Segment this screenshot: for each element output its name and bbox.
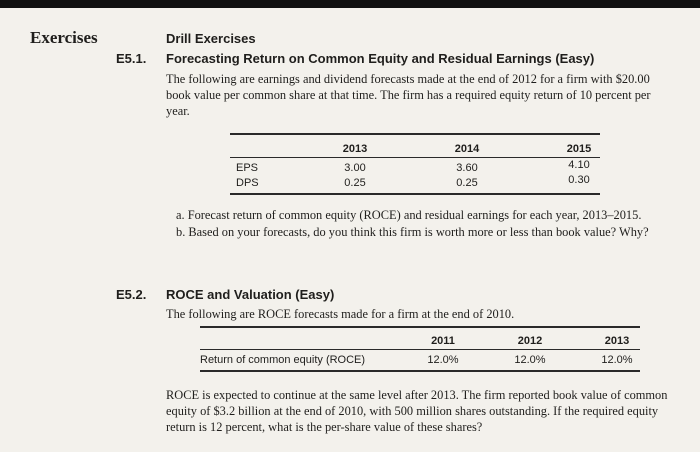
section-heading: Exercises (30, 28, 98, 47)
question-label: a. (176, 208, 185, 222)
row-label: EPS (236, 162, 259, 174)
table-header: 2013 (604, 335, 630, 347)
exercise-text: ROCE is expected to continue at the same level after 2013. The firm reported book value of common equity of $3.2 billion at the end of 2010, with 500 million shares outstanding. If the required equity return is 12 percent, what is the per-share value of these shares? (166, 388, 668, 434)
table-rule-top (230, 133, 600, 135)
exercise-title: ROCE and Valuation (Easy) (166, 287, 335, 302)
table-rule-bottom (230, 193, 600, 195)
question-text: Based on your forecasts, do you think this firm is worth more or less than book value? Why? (188, 225, 649, 239)
exercise-text: The following are ROCE forecasts made for a firm at the end of 2010. (166, 307, 515, 321)
exercise-number: E5.1. (116, 51, 147, 66)
table-cell: 3.00 (344, 162, 366, 174)
question-label: b. (176, 225, 186, 239)
table-cell: 12.0% (514, 354, 546, 366)
exercise-number: E5.2. (116, 287, 147, 302)
table-rule-bottom (200, 370, 640, 372)
exercise-title: Forecasting Return on Common Equity and Residual Earnings (Easy) (166, 51, 595, 66)
top-border (0, 0, 700, 8)
question-a (176, 208, 676, 223)
question-list (176, 208, 676, 240)
table-header: 2015 (566, 143, 592, 155)
table-cell: 12.0% (601, 354, 633, 366)
table-cell: 0.25 (344, 177, 366, 189)
table-header: 2012 (517, 335, 543, 347)
row-label: DPS (236, 177, 259, 189)
table-header: 2013 (342, 143, 368, 155)
row-label: Return of common equity (ROCE) (200, 354, 366, 366)
table-cell: 0.30 (568, 174, 590, 186)
table-header: 2011 (431, 335, 455, 347)
table-cell: 0.25 (456, 177, 478, 189)
table-cell: 4.10 (568, 159, 590, 171)
exercise-text: The following are earnings and dividend forecasts made at the end of 2012 for a firm with $20.00 book value per common share at that time. The firm has a required equity return of 10 percent per year. (166, 72, 651, 118)
table-rule-mid (200, 349, 640, 350)
table-cell: 3.60 (456, 162, 478, 174)
table-header: 2014 (454, 143, 480, 155)
question-b (176, 225, 676, 240)
table-rule-mid (230, 157, 600, 158)
table-cell: 12.0% (427, 354, 459, 366)
question-text: Forecast return of common equity (ROCE) and residual earnings for each year, 2013–2015. (187, 208, 642, 222)
drill-heading: Drill Exercises (166, 31, 256, 46)
table-rule-top (200, 326, 640, 328)
